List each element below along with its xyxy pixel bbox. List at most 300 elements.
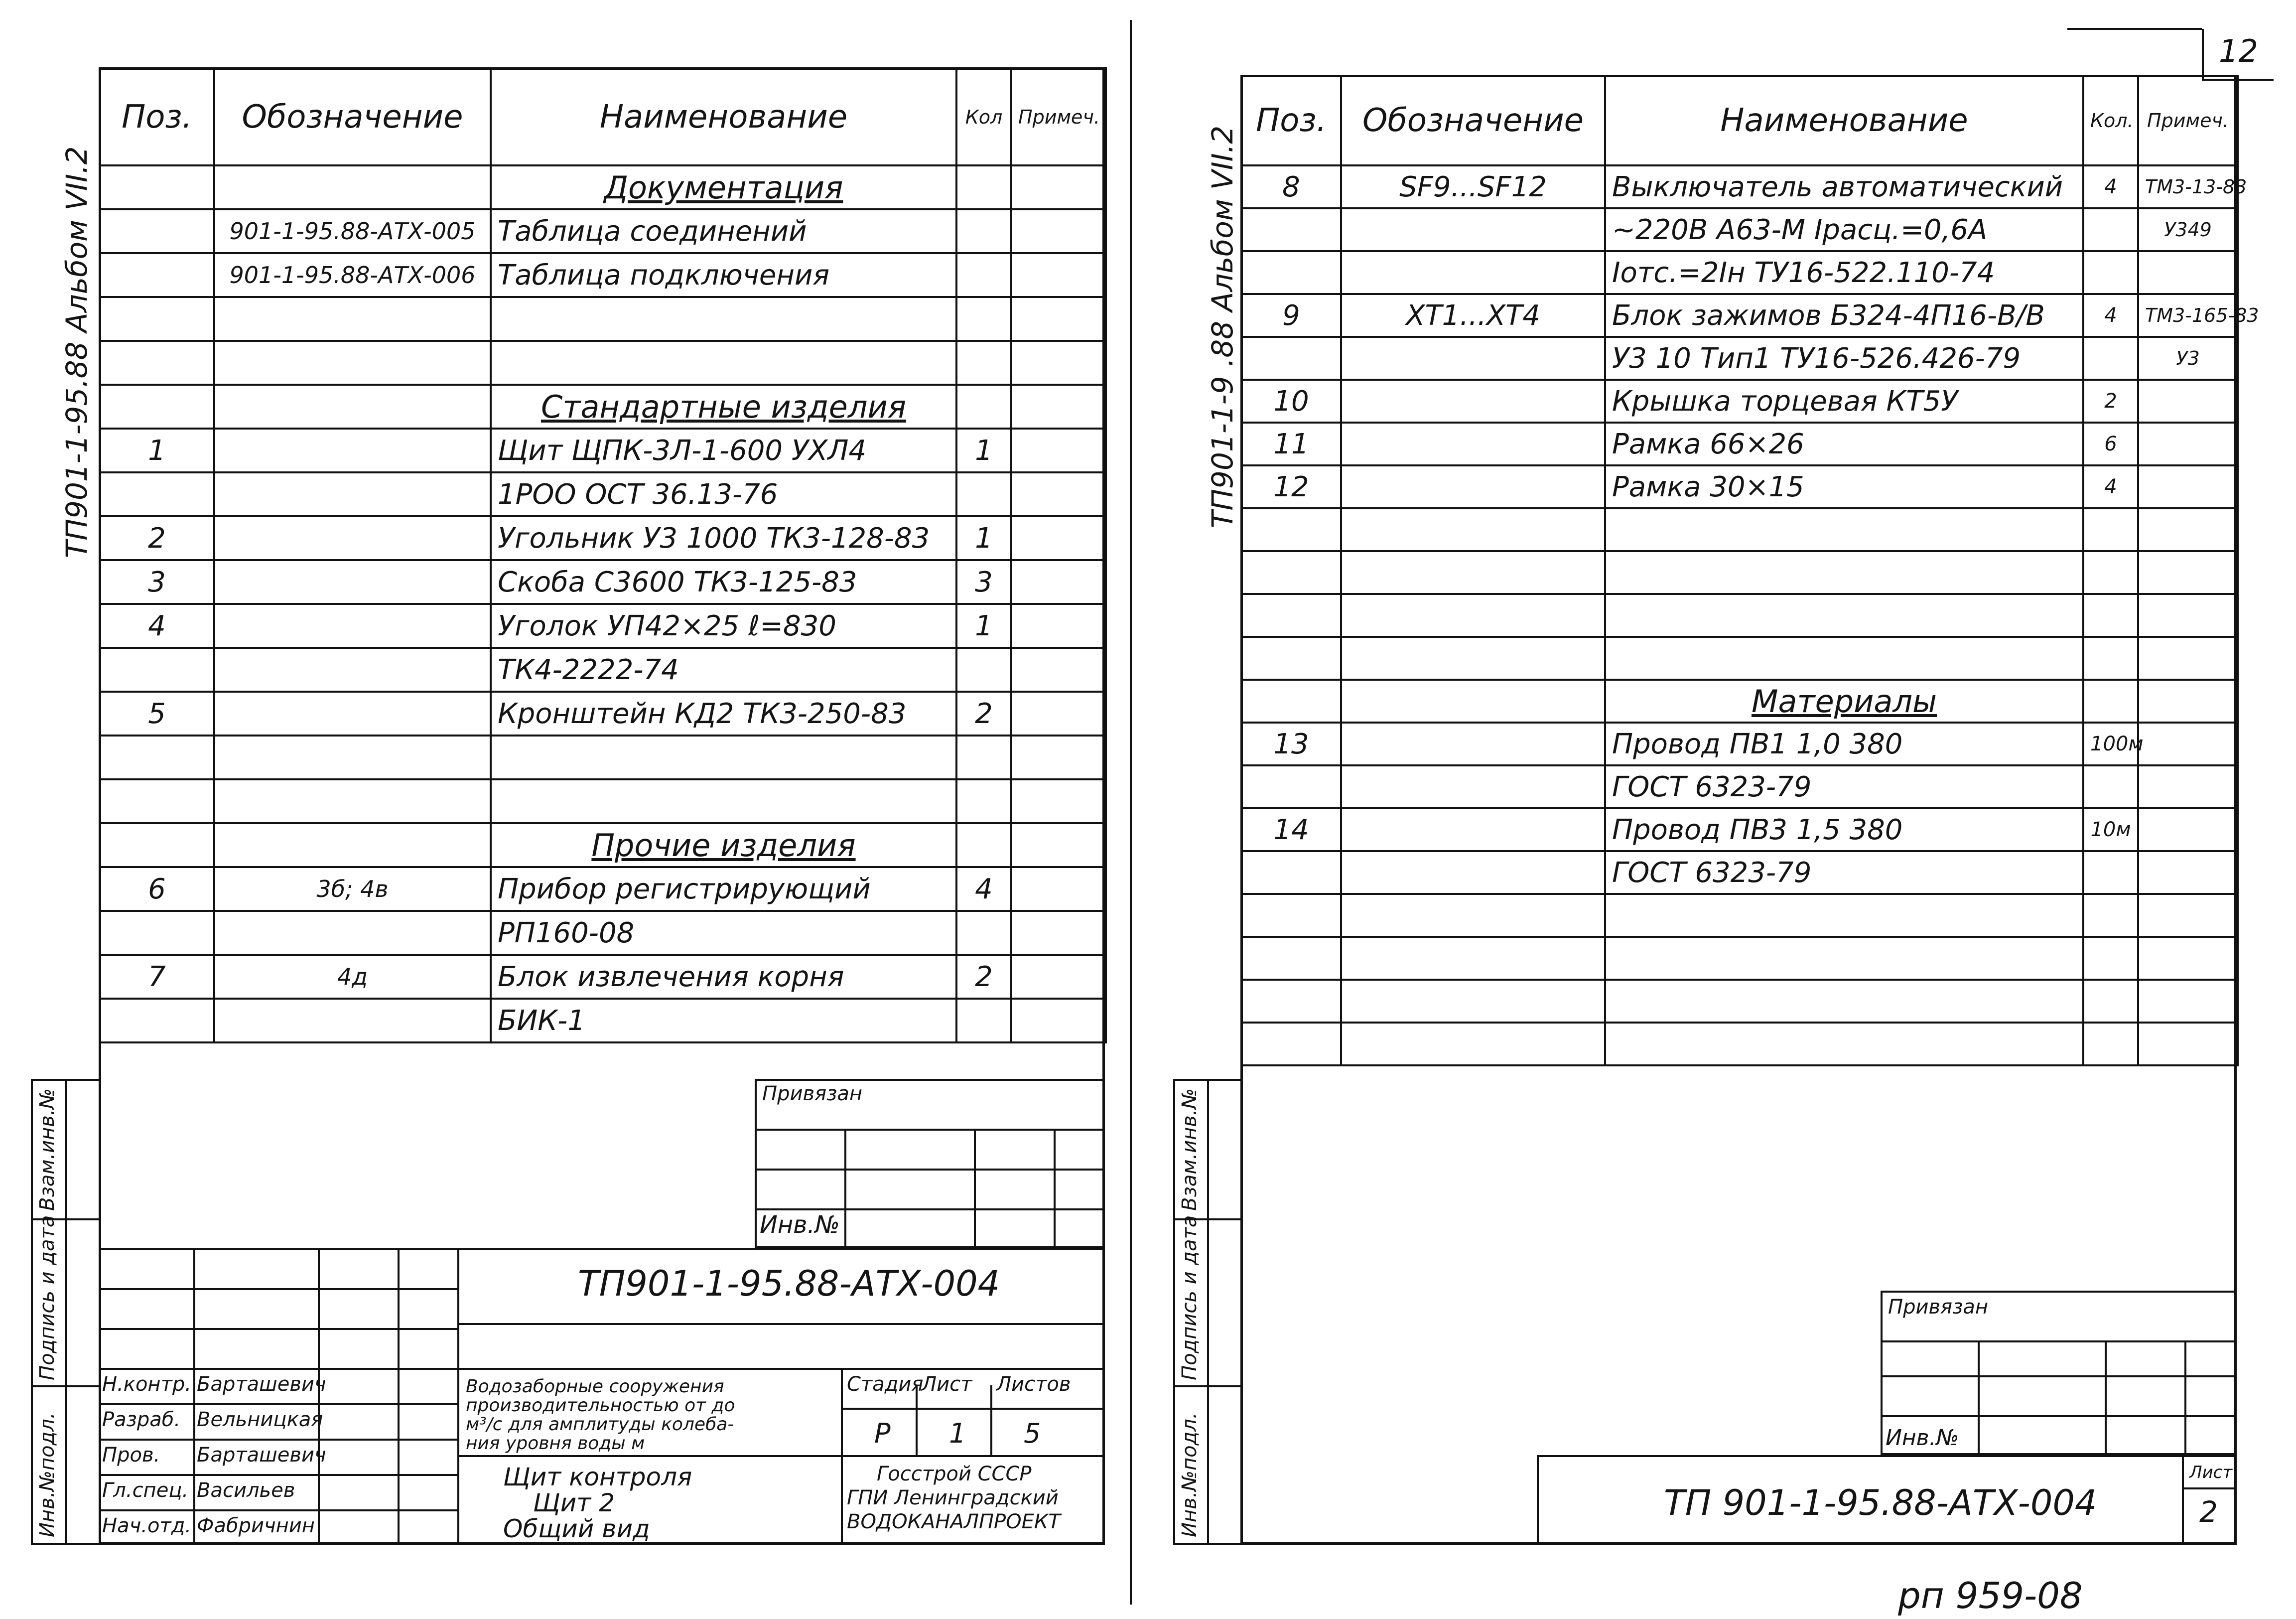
left-binding-line [755,1169,1105,1171]
table-row [1241,637,2238,680]
cell-designation [214,429,491,472]
cell-quantity [2083,337,2138,380]
cell-position [100,472,214,516]
empty-cell [214,385,491,429]
signature-name: Барташевич [197,1373,326,1396]
cell-quantity [2083,594,2138,637]
left-binding-col [844,1129,846,1248]
cell-position: 1 [100,429,214,472]
cell-position [1241,937,1341,980]
empty-cell [1011,165,1106,209]
cell-position [1241,1023,1341,1065]
description-line: производительностью от до [466,1395,735,1416]
cell-quantity [2083,637,2138,680]
top-rule [2067,28,2202,30]
cell-name: Iотс.=2Iн ТУ16-522.110-74 [1605,251,2083,294]
cell-note [1011,648,1106,692]
left-spec-table [99,67,1107,1043]
left-side-stamp-divider [65,1079,67,1545]
cell-quantity: 1 [956,429,1011,472]
cell-position [1241,594,1341,637]
header-pos: Поз. [1241,76,1341,165]
cell-position [100,648,214,692]
table-row [1241,380,2238,423]
left-binding-line [755,1129,1105,1131]
cell-designation [1341,508,1605,551]
signature-role: Н.контр. [102,1373,191,1396]
sig-col [318,1248,320,1545]
empty-cell [100,823,214,867]
table-row [100,999,1106,1042]
cell-position [1241,851,1341,894]
right-doc-code: ТП 901-1-95.88-АТХ-004 [1664,1482,2097,1523]
cell-position [100,999,214,1042]
table-row [1241,465,2238,508]
cell-name: РП160-08 [491,911,956,955]
cell-position [100,341,214,385]
cell-designation [214,648,491,692]
cell-name: Таблица подключения [491,253,956,297]
left-title-split [457,1248,459,1545]
cell-note: У349 [2138,208,2238,251]
cell-designation [1341,637,1605,680]
cell-designation [214,911,491,955]
table-row [1241,508,2238,551]
cell-designation [214,779,491,823]
signature-grid-line [99,1509,457,1511]
cell-note [2138,251,2238,294]
stage-value: Р [874,1418,891,1449]
cell-note [2138,1023,2238,1065]
cell-designation: 4д [214,955,491,999]
cell-note [1011,911,1106,955]
stage-value: 5 [1024,1418,1041,1449]
left-side-label-1: Взам.инв.№ [36,1088,59,1211]
cell-designation [1341,251,1605,294]
right-inv-no: Инв.№ [1886,1425,1959,1451]
table-row [1241,937,2238,980]
cell-name [1605,894,2083,937]
cell-note [2138,894,2238,937]
table-row [1241,1023,2238,1065]
cell-designation [1341,894,1605,937]
cell-quantity [2083,937,2138,980]
cell-quantity: 4 [956,867,1011,911]
cell-note [1011,999,1106,1042]
cell-position [1241,894,1341,937]
page-number: 12 [2219,33,2258,69]
cell-name: Блок извлечения корня [491,955,956,999]
right-sheet-col [2182,1455,2184,1545]
signature-grid-line [99,1403,457,1405]
cell-quantity: 6 [2083,423,2138,465]
empty-cell [1011,385,1106,429]
cell-note: ТМ3-13-83 [2138,165,2238,208]
cell-position: 2 [100,516,214,560]
cell-quantity [956,253,1011,297]
organization-line: ВОДОКАНАЛПРОЕКТ [847,1510,1061,1533]
cell-name [1605,937,2083,980]
stage-value: 1 [949,1418,966,1449]
empty-cell [2083,680,2138,723]
cell-quantity [2083,765,2138,808]
empty-cell [214,165,491,209]
description-line: м³/с для амплитуды колеба- [466,1414,734,1435]
header-qty: Кол [956,68,1011,165]
cell-designation [1341,423,1605,465]
table-row [100,516,1106,560]
cell-name: Рамка 66×26 [1605,423,2083,465]
cell-note [1011,429,1106,472]
cell-name [491,341,956,385]
cell-position [1241,637,1341,680]
signature-grid-line [99,1288,457,1290]
cell-name: Блок зажимов Б324-4П16-В/В [1605,294,2083,337]
cell-position [100,779,214,823]
drawing-title-line: Щит контроля [503,1463,692,1491]
section-title: Материалы [1605,680,2083,723]
cell-note [1011,692,1106,736]
cell-name: Уголок УП42×25 ℓ=830 [491,604,956,648]
cell-note [1011,516,1106,560]
organization-line: ГПИ Ленинградский [847,1486,1059,1509]
cell-name: ~220В А63-М Iрасц.=0,6А [1605,208,2083,251]
cell-note [2138,465,2238,508]
table-row [100,472,1106,516]
cell-designation [1341,808,1605,851]
table-row [100,429,1106,472]
drawing-title-line: Щит 2 [533,1488,615,1517]
stage-header: Листов [996,1373,1071,1396]
cell-designation [214,560,491,604]
cell-designation [1341,723,1605,765]
right-side-stamp-line [1173,1385,1243,1387]
right-binding-line [1881,1375,2237,1377]
table-row [1241,165,2238,208]
cell-position: 8 [1241,165,1341,208]
cell-designation [214,472,491,516]
cell-position: 3 [100,560,214,604]
table-row [1241,723,2238,765]
cell-name [1605,637,2083,680]
header-qty: Кол. [2083,76,2138,165]
drawing-title-line: Общий вид [503,1514,650,1543]
cell-designation [1341,380,1605,423]
cell-position [1241,551,1341,594]
cell-note: У3 [2138,337,2238,380]
right-sheet-label: Лист [2189,1463,2233,1482]
cell-name [1605,1023,2083,1065]
cell-name: ГОСТ 6323-79 [1605,851,2083,894]
table-row [1241,894,2238,937]
cell-name: Крышка торцевая КТ5У [1605,380,2083,423]
table-row [100,867,1106,911]
cell-quantity [956,297,1011,341]
cell-position [1241,208,1341,251]
signature-role: Гл.спец. [102,1479,189,1502]
cell-designation [1341,465,1605,508]
table-row [1241,337,2238,380]
cell-position [100,911,214,955]
organization-line: Госстрой СССР [877,1463,1032,1485]
cell-quantity: 100м [2083,723,2138,765]
cell-name [1605,551,2083,594]
cell-position: 14 [1241,808,1341,851]
header-note: Примеч. [1011,68,1106,165]
empty-cell [956,165,1011,209]
stage-header: Стадия [847,1373,924,1396]
cell-designation [1341,1023,1605,1065]
cell-name: Выключатель автоматический [1605,165,2083,208]
cell-note [2138,937,2238,980]
right-binding-col [1978,1340,1980,1455]
cell-quantity: 1 [956,516,1011,560]
signature-name: Фабричнин [197,1514,315,1537]
left-title-line [457,1368,1105,1370]
empty-cell [1011,823,1106,867]
signature-role: Пров. [102,1444,160,1467]
cell-designation [214,692,491,736]
table-row [100,779,1106,823]
cell-note [2138,380,2238,423]
cell-quantity [2083,551,2138,594]
cell-designation [1341,208,1605,251]
page-number-box [2202,29,2274,81]
cell-designation [214,999,491,1042]
cell-note [1011,779,1106,823]
cell-quantity: 3 [956,560,1011,604]
section-row [100,165,1106,209]
right-side-stamp-divider [1207,1079,1209,1545]
signature-name: Барташевич [197,1444,326,1467]
cell-note [2138,851,2238,894]
left-title-line [457,1323,1105,1325]
right-side-title: ТП901-1-9 .88 Альбом VII.2 [1206,125,1239,528]
left-side-stamp-line [31,1385,101,1387]
table-row [100,604,1106,648]
empty-cell [100,165,214,209]
cell-note [2138,423,2238,465]
stage-col [990,1385,992,1455]
cell-quantity [956,999,1011,1042]
signature-grid-line [99,1474,457,1476]
cell-quantity [2083,980,2138,1023]
table-row [100,297,1106,341]
right-binding-col [2184,1340,2186,1455]
section-row [100,385,1106,429]
empty-cell [214,823,491,867]
signature-role: Нач.отд. [102,1514,192,1537]
cell-quantity: 4 [2083,165,2138,208]
cell-note [1011,955,1106,999]
table-row [1241,551,2238,594]
cell-name: Провод ПВ1 1,0 380 [1605,723,2083,765]
section-title: Прочие изделия [491,823,956,867]
table-row [1241,294,2238,337]
cell-quantity [956,779,1011,823]
cell-note: ТМ3-165-83 [2138,294,2238,337]
right-side-label-3: Инв.№подл. [1178,1412,1201,1537]
signature-grid-line [99,1439,457,1441]
cell-quantity: 1 [956,604,1011,648]
cell-quantity [956,341,1011,385]
bottom-code: рп 959-08 [1898,1575,2083,1617]
right-binding-line [1881,1415,2237,1417]
cell-designation [1341,851,1605,894]
signature-name: Вельницкая [197,1408,323,1431]
table-row [1241,208,2238,251]
left-title-top [99,1248,1105,1250]
cell-note [1011,736,1106,779]
page-divider [1130,20,1132,1605]
cell-name: ГОСТ 6323-79 [1605,765,2083,808]
cell-note [2138,980,2238,1023]
cell-note [1011,867,1106,911]
cell-designation [1341,594,1605,637]
table-row [1241,980,2238,1023]
cell-designation [214,736,491,779]
cell-designation [214,341,491,385]
description-line: ния уровня воды м [466,1433,645,1454]
right-sheet-no: 2 [2199,1495,2218,1529]
right-side-label-2: Подпись и дата [1178,1215,1201,1380]
table-row [100,648,1106,692]
cell-designation [214,297,491,341]
cell-quantity [2083,508,2138,551]
right-side-label-1: Взам.инв.№ [1178,1088,1201,1211]
cell-designation: 901-1-95.88-АТХ-005 [214,209,491,253]
cell-designation [214,516,491,560]
stage-line [841,1408,1105,1410]
sig-col [193,1248,195,1545]
table-row [1241,851,2238,894]
table-row [1241,808,2238,851]
cell-position: 13 [1241,723,1341,765]
signature-grid-line [99,1328,457,1330]
right-spec-table [1240,75,2259,1066]
header-code: Обозначение [214,68,491,165]
cell-position [1241,337,1341,380]
cell-note [1011,604,1106,648]
cell-name [491,297,956,341]
cell-quantity [956,911,1011,955]
cell-position: 5 [100,692,214,736]
cell-designation [1341,980,1605,1023]
stage-col [916,1385,918,1455]
signature-role: Разраб. [102,1408,181,1431]
empty-cell [1341,680,1605,723]
cell-designation [1341,337,1605,380]
sig-col [398,1248,400,1545]
cell-name [1605,980,2083,1023]
cell-note [1011,253,1106,297]
cell-quantity [2083,208,2138,251]
right-binding-line [1881,1340,2237,1342]
table-row [1241,423,2238,465]
table-row [100,692,1106,736]
left-inv-no: Инв.№ [760,1211,840,1239]
table-row [1241,251,2238,294]
table-row [100,341,1106,385]
cell-name: Провод ПВ3 1,5 380 [1605,808,2083,851]
cell-name [1605,508,2083,551]
cell-note [2138,508,2238,551]
table-row [1241,594,2238,637]
left-binding-col [1054,1129,1056,1248]
stage-header: Лист [922,1373,972,1396]
empty-cell [2138,680,2238,723]
cell-quantity: 2 [2083,380,2138,423]
right-sheet-line [2182,1487,2237,1489]
left-side-label-2: Подпись и дата [36,1215,59,1380]
table-row [100,955,1106,999]
left-doc-code: ТП901-1-95.88-АТХ-004 [578,1263,1000,1304]
header-code: Обозначение [1341,76,1605,165]
cell-position: 6 [100,867,214,911]
cell-note [2138,808,2238,851]
cell-note [2138,594,2238,637]
section-title: Стандартные изделия [491,385,956,429]
empty-cell [956,823,1011,867]
table-row [100,253,1106,297]
cell-name: Таблица соединений [491,209,956,253]
cell-position: 7 [100,955,214,999]
right-privyazan: Привязан [1888,1296,1989,1319]
cell-note [1011,341,1106,385]
cell-designation: 901-1-95.88-АТХ-006 [214,253,491,297]
cell-designation [214,604,491,648]
empty-cell [1241,680,1341,723]
cell-name: Кронштейн КД2 ТК3-250-83 [491,692,956,736]
description-line: Водозаборные сооружения [466,1376,724,1397]
cell-position: 10 [1241,380,1341,423]
table-row [100,560,1106,604]
cell-quantity: 2 [956,955,1011,999]
signature-name: Васильев [197,1479,295,1502]
cell-quantity: 4 [2083,294,2138,337]
cell-quantity [2083,1023,2138,1065]
left-binding-col [974,1129,976,1248]
cell-name: ТК4-2222-74 [491,648,956,692]
cell-note [1011,209,1106,253]
cell-position: 11 [1241,423,1341,465]
cell-quantity [2083,851,2138,894]
cell-designation: ХТ1...ХТ4 [1341,294,1605,337]
signature-grid-line [99,1368,457,1370]
cell-position [100,297,214,341]
cell-name: Скоба С3600 ТК3-125-83 [491,560,956,604]
cell-note [2138,637,2238,680]
cell-note [2138,723,2238,765]
left-privyazan: Привязан [762,1082,863,1105]
cell-name: Рамка 30×15 [1605,465,2083,508]
cell-note [1011,297,1106,341]
cell-position [100,209,214,253]
cell-name: У3 10 Тип1 ТУ16-526.426-79 [1605,337,2083,380]
cell-name: Угольник У3 1000 ТК3-128-83 [491,516,956,560]
cell-name: 1РОО ОСТ 36.13-76 [491,472,956,516]
table-row [100,911,1106,955]
cell-position: 4 [100,604,214,648]
table-row [100,736,1106,779]
cell-position [1241,508,1341,551]
cell-designation: 3б; 4в [214,867,491,911]
cell-position [100,736,214,779]
table-row [1241,765,2238,808]
cell-designation [1341,551,1605,594]
cell-quantity: 2 [956,692,1011,736]
cell-name [1605,594,2083,637]
